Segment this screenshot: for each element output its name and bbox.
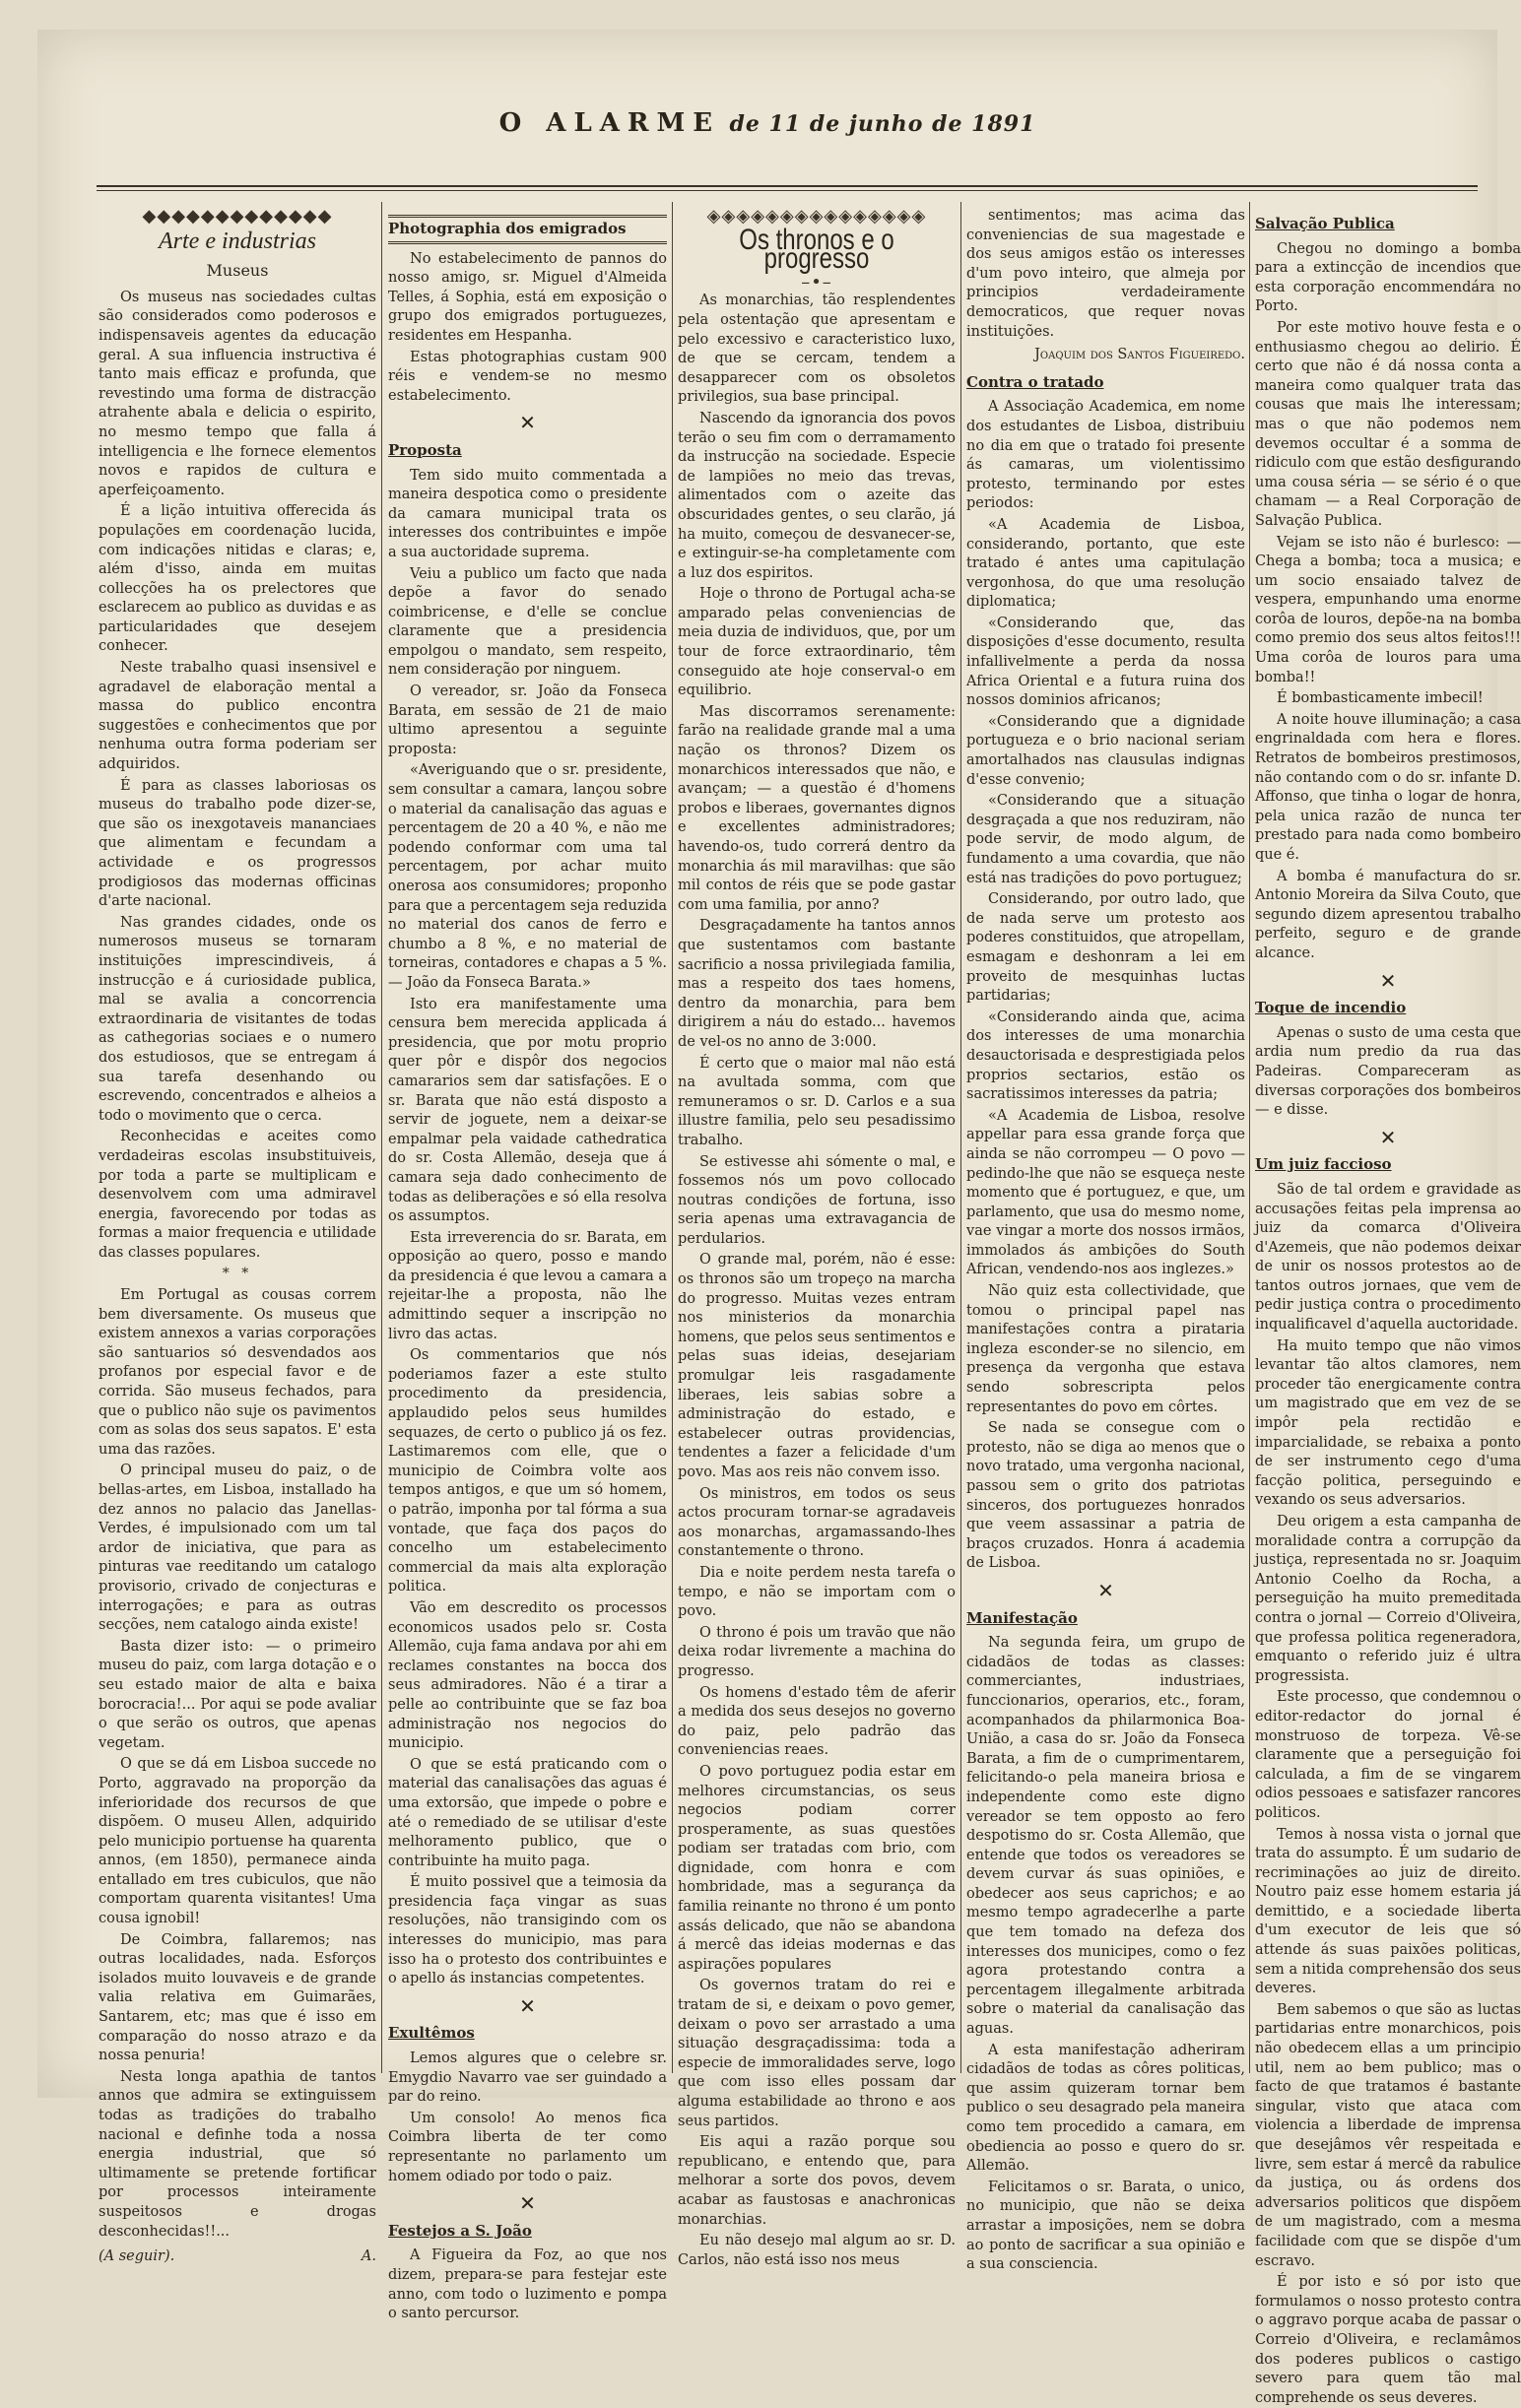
article-body — [388, 467, 667, 1989]
paragraph: Considerando, por outro lado, que de nada serve um protesto aos poderes constituidos, que atropellam, esmagam e deshonram a lei em proveito de mesquinhas luctas partidarias; — [966, 891, 1245, 1005]
paragraph: Veiu a publico um facto que nada depõe a favor do senado coimbricense, e d'elle se conclue claramente que a presidencia empolgou o mandato, sem respeito, nem consideração por ninguem. — [388, 565, 667, 679]
newspaper-page — [37, 30, 1521, 2406]
column-3 — [678, 206, 956, 2268]
paragraph: Desgraçadamente ha tantos annos que sustentamos com bastante sacrificio a nossa privilegiada familia, mas a respeito dos taes homens, dentro da monarchia, para bem dirigirem a náu do estado... havemos de vel-os no anno de 3:000. — [678, 918, 956, 1050]
column-rule — [672, 202, 673, 2073]
column-1 — [99, 206, 376, 2265]
paragraph: Hoje o throno de Portugal acha-se amparado pelas conveniencias de meia duzia de individuos, que, por um tour de force extraordinario, têm conseguido ate hoje conserval-o em equilibrio. — [678, 586, 956, 699]
paragraph: «Considerando que, das disposições d'esse documento, resulta infallivelmente a perda da nossa Africa Oriental e a futura ruina dos nossos dominios africanos; — [966, 615, 1245, 709]
paragraph: Mas discorramos serenamente: farão na realidade grande mal a uma nação os thronos? Dizem os monarchicos interessados que não, e avançam; — a questão é d'homens probos e liberaes, governantes dignos e excellentes administradores; havendo-os, tudo correrá dentro da monarchia ás mil maravilhas: que são mil contos de réis que se pode gastar com uma familia, por anno? — [678, 703, 956, 913]
paragraph: Lemos algures que o celebre sr. Emygdio Navarro vae ser guindado a par do reino. — [388, 2050, 667, 2106]
paragraph: É a lição intuitiva offerecida ás populações em coordenação lucida, com indicações nitidas e claras; e, além d'isso, ainda em muitas collecções ha os prelectores que esclarecem ao publico as duvidas e as particularidades que desejem conhecer. — [99, 503, 376, 655]
column-4 — [966, 207, 1245, 2273]
article-title-museus: Museus — [206, 261, 269, 281]
separator-cross: ✕ — [519, 1993, 536, 2018]
paragraph: Um consolo! Ao menos fica Coimbra liberta de ter como representante no parlamento um homem odiado por todo o paiz. — [388, 2110, 667, 2184]
paragraph: É por isto e só por isto que formulamos o nosso protesto contra o aggravo porque acaba de passar o Correio d'Oliveira, e reclamâmos dos poderes publicos o castigo severo para quem tão mal comprehende os seus deveres. — [1255, 2274, 1521, 2406]
ornament-border: ◆◆◆◆◆◆◆◆◆◆◆◆◆ — [142, 206, 333, 227]
article-title-thronos: Os thronos e o progresso — [739, 223, 894, 276]
paragraph: A Associação Academica, em nome dos estudantes de Lisboa, distribuiu no dia em que o tratado foi presente ás camaras, um violentissimo protesto, terminando por estes periodos: — [966, 399, 1245, 512]
masthead — [37, 108, 1497, 138]
article-title-juiz: Um juiz faccioso — [1255, 1155, 1392, 1174]
paragraph: São de tal ordem e gravidade as accusações feitas pela imprensa ao juiz da comarca d'Oliveira d'Azemeis, que não podemos deixar de unir os nossos protestos ao de tantos outros jornaes, que vem de pedir justiça contra o procedimento inqualificavel d'aquella auctoridade. — [1255, 1181, 1521, 1334]
paragraph: Deu origem a esta campanha de moralidade contra a corrupção da justiça, representada no sr. Joaquim Antonio Coelho da Rocha, a perseguição ha muito premeditada contra o jornal — Correio d'Oliveira, que professa politica regeneradora, emquanto o referido juiz é ultra progressista. — [1255, 1514, 1521, 1684]
article-body — [966, 398, 1245, 1574]
separator-cross: ✕ — [1379, 1125, 1397, 1149]
header-rule — [97, 185, 1478, 187]
article-title-tratado: Contra o tratado — [966, 372, 1104, 391]
article-body — [388, 2246, 667, 2323]
paragraph: «Considerando que a dignidade portugueza e o brio nacional seriam amortalhados nas clausulas indignas d'esse convenio; — [966, 713, 1245, 788]
paragraph: Bem sabemos o que são as luctas partidarias entre monarchicos, pois não obedecem ellas a um principio util, nem ao bem publico; mas o facto de que tratamos é bastante singular, visto que ataca com violencia a liberdade de imprensa que desejâmos vêr respeitada e livre, sem estar á mercê da rabulice da justiça, ou ás ordens dos adversarios politicos que dispõem de um magistrado, com a mesma facilidade com que se dispõe d'um escravo. — [1255, 2001, 1521, 2269]
paragraph: «A Academia de Lisboa, resolve appellar para essa grande força que ainda se não corrompeu — O povo — pedindo-lhe que não se esqueça neste momento que é portuguez, e que, um parlamento, que usa do mesmo nome, vae vingar a morte dos nossos irmãos, immolados ás ambições do South African, vendendo-nos aos inglezes.» — [966, 1107, 1245, 1278]
article-title-proposta: Proposta — [388, 440, 462, 459]
article-body — [966, 1634, 1245, 2275]
paragraph: «Considerando ainda que, acima dos interesses de uma monarchia desauctorisada e desprestigiada pelos proprios sectarios, estão os sacratissimos interesses da patria; — [966, 1009, 1245, 1103]
ornament-dot: –•– — [801, 271, 832, 293]
column-rule — [381, 202, 382, 2073]
paragraph: Eu não desejo mal algum ao sr. D. Carlos, não está isso nos meus — [678, 2233, 956, 2268]
paragraph: O que se está praticando com o material das canalisações das aguas é uma extorsão, que impede o pobre e até o remediado de se utilisar d'este melhoramento publico, que o contribuinte ha muito paga. — [388, 1756, 667, 1869]
article-title-salvacao: Salvação Publica — [1255, 215, 1395, 232]
issue-date: de 11 de junho de 1891 — [729, 111, 1036, 137]
paragraph: As monarchias, tão resplendentes pela ostentação que apresentam e pelo excessivo e caracteristico luxo, de que se cercam, tendem a desapparecer com os obsoletos privilegios, sua base principal. — [678, 293, 956, 406]
paragraph: Isto era manifestamente uma censura bem merecida applicada á presidencia, que por motu proprio quer pôr e dispôr dos negocios camararios sem dar satisfações. E o sr. Barata que não está disposto a servir de joguete, nem a deixar-se empalmar pela vaidade cathedratica do sr. Costa Allemão, deseja que á camara seja dado conhecimento de todas as deliberações e só ella resolva os assumptos. — [388, 996, 667, 1225]
paragraph: No estabelecimento de pannos do nosso amigo, sr. Miguel d'Almeida Telles, á Sophia, está em exposição o grupo dos emigrados portuguezes, residentes em Hespanha. — [388, 250, 667, 344]
section-stars: * * — [222, 1266, 253, 1282]
paragraph: Apenas o susto de uma cesta que ardia num predio da rua das Padeiras. Compareceram as diversas corporações dos bombeiros — e disse. — [1255, 1024, 1521, 1119]
column-rule — [1249, 202, 1250, 2073]
paragraph: Esta irreverencia do sr. Barata, em opposição ao quero, posso e mando da presidencia é que levou a camara a rejeitar-lhe a proposta, não lhe admittindo sequer a inscripção no livro das actas. — [388, 1229, 667, 1342]
paragraph: Temos à nossa vista o jornal que trata do assumpto. É um sudario de recriminações ao juiz de direito. Noutro paiz esse homem estaria já demittido, e a sociedade liberta d'um executor de leis que só attende ás suas paixões politicas, sem a nitida comprehensão dos seus deveres. — [1255, 1826, 1521, 1997]
paragraph: Felicitamos o sr. Barata, o unico, no municipio, que não se deixa arrastar a imposições, nem se dobra ao ponto de sacrificar a sua opinião e a sua consciencia. — [966, 2179, 1245, 2273]
paragraph: A Figueira da Foz, ao que nos dizem, prepara-se para festejar este anno, com todo o luzimento e pompa o santo percursor. — [388, 2247, 667, 2322]
paragraph: O vereador, sr. João da Fonseca Barata, em sessão de 21 de maio ultimo apresentou a seguinte proposta: — [388, 683, 667, 757]
article-title-photographia: Photographia dos emigrados — [388, 215, 667, 244]
paragraph: É bombasticamente imbecil! — [1277, 690, 1484, 707]
paragraph: Não quiz esta collectividade, que tomou o principal papel nas manifestações contra a pirataria ingleza esconder-se no silencio, em presença da vergonha que estava sendo sobrescripta pelos representantes do povo em côrtes. — [966, 1283, 1245, 1415]
separator-cross: ✕ — [1097, 1578, 1114, 1602]
paragraph: Nascendo da ignorancia dos povos terão o seu fim com o derramamento da instrucção na sociedade. Especie de lampiões no meio das trevas, alimentados com o azeite das obscuridades gentes, o seu clarão, já ha muito, começou de desvanecer-se, e extinguir-se-ha completamente com a luz dos espiritos. — [678, 410, 956, 581]
paragraph: O povo portuguez podia estar em melhores circumstancias, os seus negocios podiam correr prosperamente, as suas questões podiam ser tratadas com brio, com dignidade, com honra e com hombridade, mas a segurança da familia reinante no throno é um ponto assás delicado, que não se abandona á mercê das ideias modernas e das aspirações populares — [678, 1763, 956, 1973]
paragraph: Vejam se isto não é burlesco: — Chega a bomba; toca a musica; e um socio ensaiado talvez de vespera, empunhando uma enorme corôa de louros, depõe-na na bomba como premio dos seus altos feitos!!! Uma corôa de louros para uma bomba!! — [1255, 534, 1521, 685]
paragraph: Os commentarios que nós poderiamos fazer a este stulto procedimento da presidencia, applaudido pelos seus humildes sequazes, de certo o publico já os fez. Lastimaremos com elle, que o municipio de Coimbra volte aos tempos antigos, e que um só homem, o patrão, imponha por tal fórma a sua vontade, que faça dos paços do concelho um estabelecimento commercial da mais alta exploração politica. — [388, 1347, 667, 1595]
separator-cross: ✕ — [519, 411, 536, 435]
header-rule-thin — [97, 190, 1478, 191]
column-2 — [388, 207, 667, 2322]
paragraph: Se nada se consegue com o protesto, não se diga ao menos que o novo tratado, uma vergonha nacional, passou sem o grito dos patriotas sinceros, dos portuguezes honrados que veem assassinar a patria de braços cruzados. Honra á academia de Lisboa. — [966, 1420, 1245, 1572]
paragraph: Tem sido muito commentada a maneira despotica como o presidente da camara municipal trata os interesses dos contribuintes e impõe a sua auctoridade suprema. — [388, 467, 667, 560]
article-body — [388, 250, 667, 407]
separator-cross: ✕ — [519, 2191, 536, 2216]
paragraph: Reconhecidas e aceites como verdadeiras escolas insubstituiveis, por toda a parte se multiplicam e desenvolvem com uma admiravel energia, favorecendo por todas as formas a maior frequencia e utilidade das classes populares. — [99, 1129, 376, 1261]
paragraph: É para as classes laboriosas os museus do trabalho pode dizer-se, que são os inexgotaveis mananciaes que alimentam e fecundam a actividade e os progressos prodigiosos das modernas officinas d'arte nacional. — [99, 777, 376, 910]
paragraph: Os museus nas sociedades cultas são considerados como poderosos e indispensaveis agentes da educação geral. A sua influencia instructiva é tanto mais efficaz e profunda, que revestindo uma forma de distracção atrahente abala e delicia o espirito, no mesmo tempo que falla á intelligencia e lhe fornece elementos novos e rapidos de cultura e aperfeiçoamento. — [99, 289, 376, 498]
column-5 — [1255, 207, 1521, 2406]
article-body — [388, 2050, 667, 2186]
paragraph: Vão em descredito os processos economicos usados pelo sr. Costa Allemão, cuja fama andava por ahi em reclames constantes na bocca dos seus admiradores. Não é a tirar a pelle ao contribuinte que se faz boa administração nos negocios do municipio. — [388, 1599, 667, 1752]
paragraph: Os homens d'estado têm de aferir a medida dos seus desejos no governo do paiz, pelo padrão das conveniencias reaes. — [678, 1684, 956, 1759]
paragraph: O throno é pois um travão que não deixa rodar livremente a machina do progresso. — [678, 1624, 956, 1679]
article-body — [1255, 1024, 1521, 1121]
to-be-continued: (A seguir). — [99, 2248, 175, 2265]
paragraph: Dia e noite perdem nesta tarefa o tempo, e não se importam com o povo. — [678, 1564, 956, 1620]
article-body-cont — [99, 1286, 376, 2242]
paragraph: Os governos tratam do rei e tratam de si, e deixam o povo gemer, deixam o povo ser arrastado a uma situação desgraçadissima: toda a especie de immoralidades serve, logo que com isso elles possam dar alguma estabilidade ao throno e aos seus partidos. — [678, 1978, 956, 2129]
paragraph: Eis aqui a razão porque sou republicano, e entendo que, para melhorar a sorte dos povos, devem acabar as faustosas e anachronicas monarchias. — [678, 2134, 956, 2228]
paragraph: O que se dá em Lisboa succede no Porto, aggravado na proporção da inferioridade dos recursos de que dispõem. O museu Allen, adquirido pelo municipio portuense ha quarenta annos, (em 1850), permanece ainda entallado em tres cubiculos, que não comportam quarenta visitantes! Uma cousa ignobil! — [99, 1756, 376, 1927]
paragraph: O grande mal, porém, não é esse: os thronos são um tropeço na marcha do progresso. Muitas vezes entram nos ministerios da monarchia homens, que pelos seus sentimentos e pelas suas ideias, desejariam promulgar leis rasgadamente liberaes, leis sabias sobre a administração do estado, e estabelecer outras providencias, tendentes a fazer a felicidade d'um povo. Mas aos reis não convem isso. — [678, 1252, 956, 1480]
author-initial: A. — [361, 2248, 376, 2265]
paragraph: Ha muito tempo que não vimos levantar tão altos clamores, nem proceder tão energicamente contra um magistrado que em vez de se impôr pela rectidão e imparcialidade, se rebaixa a ponto de ser instrumento cego d'uma facção politica, perseguindo e vexando os seus adversarios. — [1255, 1337, 1521, 1509]
paragraph: Os ministros, em todos os seus actos procuram tornar-se agradaveis aos monarchas, argamassando-lhes constantemente o throno. — [678, 1485, 956, 1560]
separator-cross: ✕ — [1379, 968, 1397, 993]
paragraph: A bomba é manufactura do sr. Antonio Moreira da Silva Couto, que segundo dizem apresentou trabalho perfeito, seguro e de grande alcance. — [1255, 868, 1521, 961]
column-rule — [960, 202, 961, 2073]
paragraph: «A Academia de Lisboa, considerando, portanto, que este tratado é antes uma capitulação vergonhosa, do que uma resolução diplomatica; — [966, 516, 1245, 611]
paragraph: «Averiguando que o sr. presidente, sem consultar a camara, lançou sobre o material da canalisação das aguas e percentagem de 20 a 40 %, e não me podendo conformar com uma tal percentagem, por achar muito onerosa aos consumidores; proponho para que a percentagem seja reduzida no material dos canos de ferro e chumbo a 8 %, e no material de torneiras, contadores e chapas a 5 %. — João da Fonseca Barata.» — [388, 762, 667, 991]
article-title-festejos: Festejos a S. João — [388, 2221, 532, 2240]
paragraph: É certo que o maior mal não está na avultada somma, com que remuneramos o sr. D. Carlos e a sua illustre familia, pelo seu pesadissimo trabalho. — [678, 1055, 956, 1148]
article-body-cont — [966, 207, 1245, 342]
paragraph: Estas photographias custam 900 réis e vendem-se no mesmo estabelecimento. — [388, 349, 667, 404]
paragraph: Nesta longa apathia de tantos annos que admira se extinguissem todas as tradições do trabalho nacional e definhe toda a nossa energia industrial, que só ultimamente se pretende fortificar por processos inteiramente suspeitosos e drogas desconhecidas!!... — [99, 2068, 376, 2240]
article-footer — [99, 2247, 376, 2267]
ornament-border: ◈◈◈◈◈◈◈◈◈◈◈◈◈◈◈ — [706, 206, 927, 227]
article-title-manifestacao: Manifestação — [966, 1608, 1078, 1627]
article-body — [678, 292, 956, 2270]
article-title-exultemos: Exultêmos — [388, 2024, 475, 2043]
paragraph: Se estivesse ahi sómente o mal, e fossemos nós um povo collocado noutras condições de fortuna, isso seria apenas uma extravagancia de perdularios. — [678, 1153, 956, 1247]
paragraph: De Coimbra, fallaremos; nas outras localidades, nada. Esforços isolados muito louvaveis e de grande valia relativa em Guimarães, Santarem, etc; mas que é isso em comparação do nosso atrazo e da nossa penuria! — [99, 1931, 376, 2064]
paragraph: Por este motivo houve festa e o enthusiasmo chegou ao delirio. É certo que não é dá nossa conta a maneira como qualquer trata das cousas que mais lhe interessam; mas o que não podemos nem devemos occultar é a somma de ridiculo com que estão desfigurando uma cousa séria — se sério é o que chamam — a Real Corporação de Salvação Publica. — [1255, 319, 1521, 529]
article-body — [1255, 240, 1521, 964]
paragraph: Neste trabalho quasi insensivel e agradavel de elaboração mental a massa do publico encontra suggestões e conhecimentos que por nenhuma outra forma poderiam ser adquiridos. — [99, 660, 376, 773]
paragraph: A noite houve illuminação; a casa engrinaldada com hera e flores. Retratos de bombeiros prestimosos, não contando com o do sr. infante D. Affonso, que tinha o logar de honra, pela unica razão de nunca ter prestado para nada como bombeiro que é. — [1255, 711, 1521, 863]
paragraph: Chegou no domingo a bomba para a extincção de incendios que esta corporação encommendára no Porto. — [1255, 240, 1521, 315]
paragraph: Basta dizer isto: — o primeiro museu do paiz, com larga dotação e o seu estado maior de alta e baixa borocracia!... Por aqui se pode avaliar o que serão os outros, que apenas vegetam. — [99, 1638, 376, 1751]
paragraph: É muito possivel que a teimosia da presidencia faça vingar as suas resoluções, não transigindo com os interesses do municipio, mas para isso ha o protesto dos contribuintes e o apello ás instancias competentes. — [388, 1874, 667, 1987]
article-body — [99, 289, 376, 1264]
paragraph: Nas grandes cidades, onde os numerosos museus se tornaram instituições imprescindiveis, á instrucção e á curiosidade publica, mal se avalia a concorrencia extraordinaria de visitantes de todas as cathegorias sociaes e o numero dos estudiosos, que se entregam á sua tarefa desenhando ou escrevendo, concentrados e alheios a todo o movimento que o cerca. — [99, 914, 376, 1124]
paragraph: Na segunda feira, um grupo de cidadãos de todas as classes: commerciantes, industriaes, funccionarios, operarios, etc., foram, acompanhados da philarmonica Boa-União, a casa do sr. João da Fonseca Barata, a fim de o cumprimentarem, felicitando-o pela maneira briosa e independente como este digno vereador se tem opposto ao fero despotismo do sr. Costa Allemão, que entende que todos os vereadores se devem curvar ás suas opiniões, e obedecer aos seus caprichos; e ao mesmo tempo agradecerlhe a parte que tem tomado na defeza dos interesses dos municipes, como o fez agora protestando contra a percentagem illegalmente arbitrada sobre o material da canalisação das aguas. — [966, 1635, 1245, 2038]
signature: Joaquim dos Santos Figueiredo. — [1034, 347, 1245, 363]
section-heading-arte: Arte e industrias — [159, 228, 316, 254]
paragraph: A esta manifestação adheriram cidadãos de todas as côres politicas, que assim quizeram tornar bem publico o seu desagrado pela maneira como tem procedido a camara, em obediencia ao posso e quero do sr. Allemão. — [966, 2042, 1245, 2175]
paragraph: Em Portugal as cousas correm bem diversamente. Os museus que existem annexos a varias corporações são santuarios só desvendados aos profanos por especial favor e de corrida. São museus fechados, para que o publico não suje os pavimentos com as solas dos seus sapatos. E' esta uma das razões. — [99, 1287, 376, 1458]
paragraph: «Considerando que a situação desgraçada a que nos reduziram, não pode servir, de modo algum, de fundamento a uma covardia, que não está nas tradições do povo portuguez; — [966, 793, 1245, 886]
paper-name: O ALARME — [498, 108, 721, 138]
paragraph: O principal museu do paiz, o de bellas-artes, em Lisboa, installado ha dez annos no palacio das Janellas-Verdes, é impulsionado com um tal ardor de iniciativa, que para as pinturas vae reeditando um catalogo provisorio, crivado de conjecturas e interrogações; e para as outras secções, nem catalogo ainda existe! — [99, 1463, 376, 1634]
article-body — [1255, 1181, 1521, 2408]
paragraph: sentimentos; mas acima das conveniencias de sua magestade e dos seus amigos estão os interesses d'um povo inteiro, que almeja por principios verdadeiramente democraticos, que requer novas instituições. — [966, 208, 1245, 340]
article-title-toque: Toque de incendio — [1255, 999, 1407, 1017]
paragraph: Este processo, que condemnou o editor-redactor do jornal é monstruoso de torpeza. Vê-se claramente que a perseguição foi calculada, a fim de se vingarem odios pessoaes e satisfazer rancores politicos. — [1255, 1689, 1521, 1821]
